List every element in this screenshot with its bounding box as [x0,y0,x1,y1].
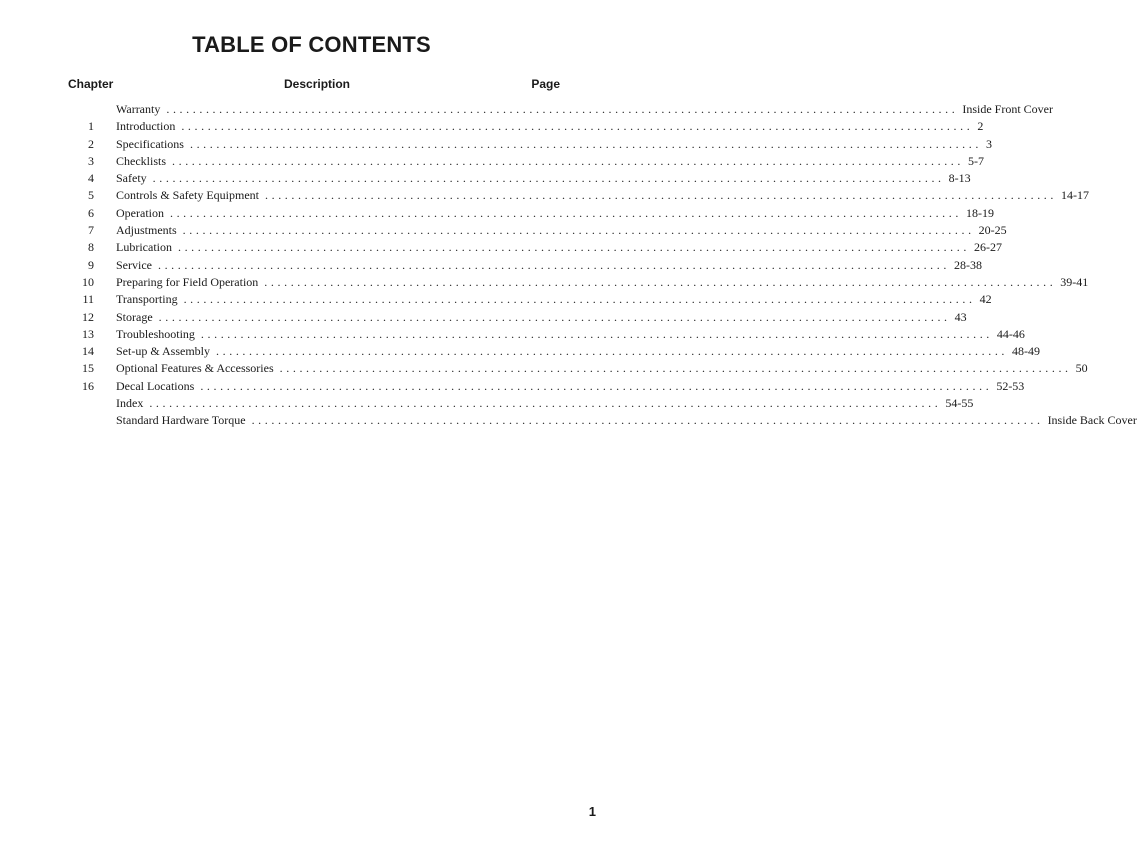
dot-leader: ........................................................................................................................ [189,136,982,151]
toc-entry [64,257,982,274]
entry-page: 8-13 [948,171,971,186]
entry-page: 20-25 [978,223,1007,238]
chapter-number: 6 [88,205,94,220]
dot-leader: ........................................................................................................................ [183,292,976,307]
dot-leader: ........................................................................................................................ [279,361,1072,376]
toc-entry [64,239,1002,256]
toc-entry [64,205,994,222]
entry-title: Transporting [116,292,178,307]
dot-leader: ........................................................................................................................ [166,102,959,116]
chapter-number: 3 [88,153,94,168]
entry-page: 39-41 [1060,274,1089,289]
entry-title: Checklists [116,153,166,168]
entry-title: Index [116,396,144,411]
toc-entry [64,170,971,187]
entry-page: 2 [977,119,984,134]
toc-entry [64,412,1137,429]
dot-leader: ........................................................................................................................ [149,396,942,411]
dot-leader: ........................................................................................................................ [265,188,1057,203]
chapter-number: 5 [88,188,94,203]
toc-entry [64,309,967,326]
entry-page: 3 [985,136,992,151]
entry-title: Preparing for Field Operation [116,274,259,289]
entry-page: 48-49 [1012,344,1041,359]
entry-page: 50 [1075,361,1088,376]
toc-entry [64,291,992,308]
entry-title: Troubleshooting [116,326,195,341]
entry-title: Set-up & Assembly [116,344,211,359]
chapter-number: 14 [82,344,94,359]
toc-entry [64,118,984,135]
chapter-number: 10 [82,274,94,289]
header-chapter: Chapter [68,77,114,91]
toc-entry [64,222,1007,239]
entry-page: 28-38 [953,257,982,272]
dot-leader: ........................................................................................................................ [169,205,962,220]
chapter-number: 13 [82,326,94,341]
page-title: TABLE OF CONTENTS [192,32,431,57]
entry-title: Warranty [116,102,161,116]
dot-leader: ........................................................................................................................ [152,171,945,186]
entry-title: Introduction [116,119,176,134]
entry-page: 18-19 [965,205,994,220]
toc-entry [64,101,1053,118]
dot-leader: ........................................................................................................................ [182,223,975,238]
entry-title: Standard Hardware Torque [116,413,246,428]
entry-page: 5-7 [968,153,984,168]
entry-page: 44-46 [996,326,1025,341]
dot-leader: ........................................................................................................................ [200,326,993,341]
chapter-number: 12 [82,309,94,324]
toc-entry [64,378,1025,395]
toc-entry [64,187,1089,204]
chapter-number: 9 [88,257,94,272]
dot-leader: ........................................................................................................................ [157,257,950,272]
dot-leader: ........................................................................................................................ [172,153,964,168]
dot-leader: ........................................................................................................................ [177,240,970,255]
entry-title: Operation [116,205,164,220]
entry-page: 43 [954,309,967,324]
dot-leader: ........................................................................................................................ [158,309,951,324]
chapter-number: 8 [88,240,94,255]
toc-list [64,101,1137,430]
entry-title: Safety [116,171,147,186]
chapter-number: 16 [82,378,94,393]
dot-leader: ........................................................................................................................ [200,378,993,393]
entry-page: Inside Back Cover [1047,413,1137,428]
toc-entry [64,343,1041,360]
entry-page: 42 [979,292,992,307]
dot-leader: ........................................................................................................................ [251,413,1044,428]
dot-leader: ........................................................................................................................ [216,344,1009,359]
chapter-number: 15 [82,361,94,376]
entry-title: Service [116,257,152,272]
entry-title: Specifications [116,136,184,151]
dot-leader: ........................................................................................................................ [181,119,974,134]
chapter-number: 2 [88,136,94,151]
toc-entry [64,326,1025,343]
entry-title: Adjustments [116,223,177,238]
chapter-number: 7 [88,223,94,238]
header-page: Page [531,77,560,91]
entry-title: Optional Features & Accessories [116,361,274,376]
toc-entry [64,136,992,153]
entry-page: 52-53 [996,378,1025,393]
toc-entry [64,360,1088,377]
entry-page: 26-27 [973,240,1002,255]
toc-entry [64,395,974,412]
entry-title: Storage [116,309,153,324]
page-number: 1 [588,804,596,819]
entry-title: Lubrication [116,240,172,255]
toc-entry [64,274,1089,291]
entry-title: Decal Locations [116,378,195,393]
toc-entry [64,153,984,170]
entry-page: Inside Front Cover [962,102,1053,116]
entry-title: Controls & Safety Equipment [116,188,259,203]
dot-leader: ........................................................................................................................ [264,274,1057,289]
chapter-number: 1 [88,119,94,134]
header-description: Description [284,77,351,91]
entry-page: 54-55 [945,396,974,411]
chapter-number: 4 [88,171,94,186]
entry-page: 14-17 [1061,188,1089,203]
chapter-number: 11 [82,292,94,307]
